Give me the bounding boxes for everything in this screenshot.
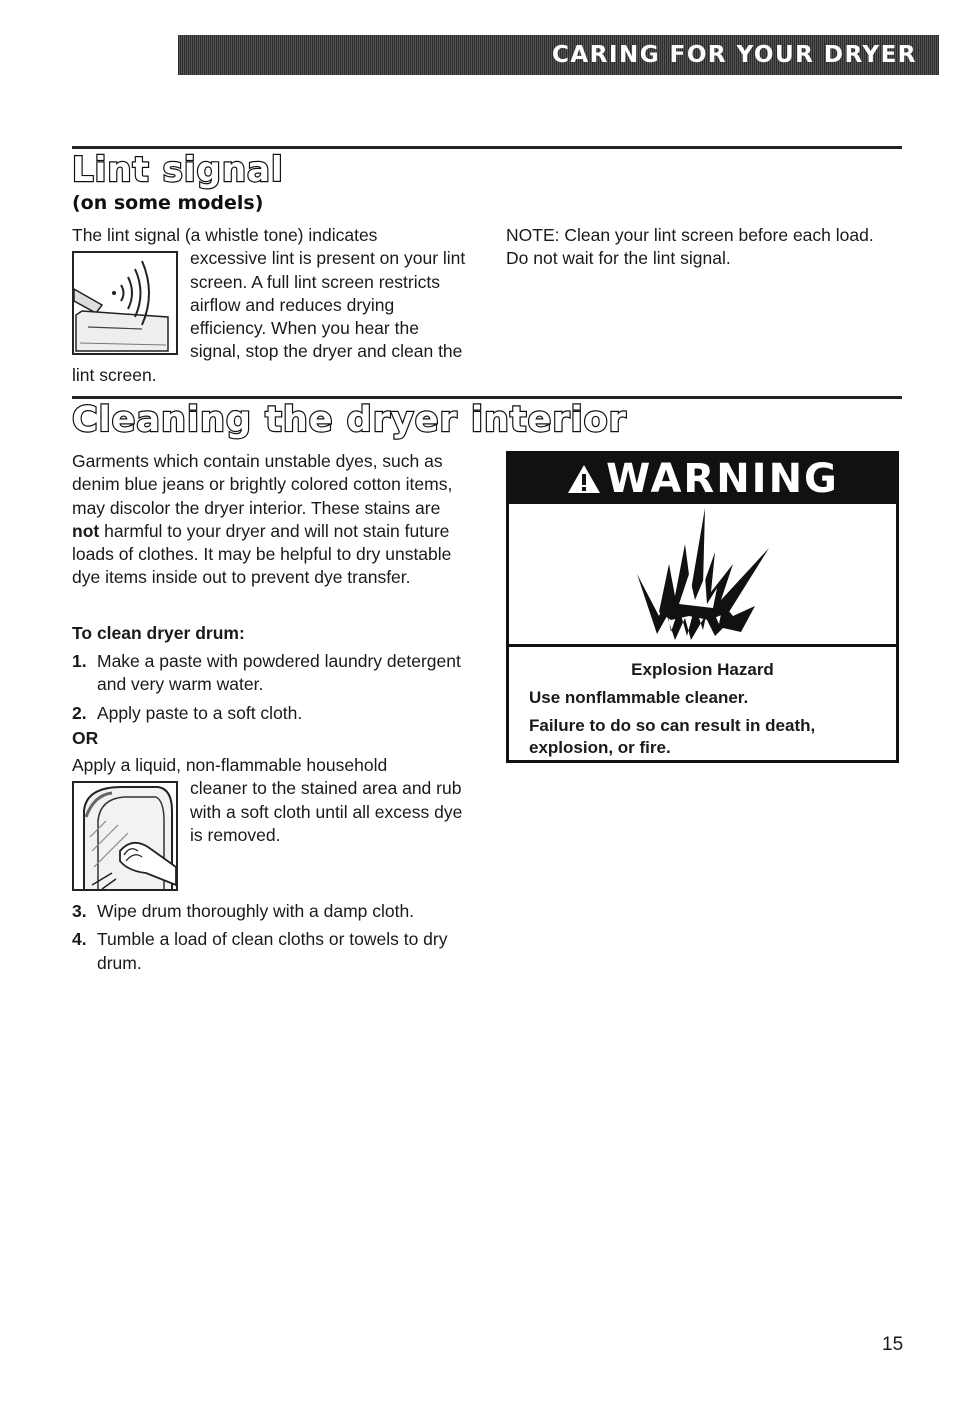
or-label: OR — [72, 728, 99, 748]
explosion-icon — [509, 504, 896, 644]
step-number: 1. — [72, 651, 87, 671]
step-text: Wipe drum thoroughly with a damp cloth. — [97, 901, 415, 921]
step-number: 3. — [72, 901, 87, 921]
section-header-title: CARING FOR YOUR DRYER — [552, 42, 917, 68]
step-number: 2. — [72, 702, 87, 723]
dryer-drum-illustration — [72, 781, 178, 891]
cleaning-steps-b — [72, 900, 472, 980]
lint-signal-body: excessive lint is present on your lint screen. A full lint screen restricts airflow and reduces drying efficiency. When you hear the signal, stop the dryer and clean the lint screen. — [72, 248, 466, 385]
alternative-body: cleaner to the stained area and rub with a soft cloth until all excess dye is removed. — [190, 778, 463, 845]
warning-label: WARNING — [606, 456, 839, 502]
alternative-intro: Apply a liquid, non-flammable household — [72, 755, 388, 775]
cleaning-intro-emphasis: not — [72, 520, 100, 541]
lint-signal-illustration — [72, 251, 178, 355]
explosion-artwork — [509, 504, 896, 647]
note-label: NOTE: — [506, 225, 560, 245]
warning-hazard: Explosion Hazard — [631, 660, 774, 679]
steps-heading: To clean dryer drum: — [72, 623, 245, 643]
step-text: Make a paste with powdered laundry detergent and very warm water. — [97, 651, 461, 695]
list-item — [72, 702, 472, 725]
lint-signal-intro: The lint signal (a whistle tone) indicates — [72, 225, 378, 245]
cleaning-intro — [72, 450, 472, 590]
warning-consequence: Failure to do so can result in death, explosion, or fire. — [529, 716, 816, 757]
cleaning-heading: Cleaning the dryer interior — [72, 400, 627, 440]
cleaning-steps-a — [72, 650, 472, 730]
alternative-method — [72, 754, 472, 891]
step-text: Apply paste to a soft cloth. — [97, 702, 303, 723]
list-item — [72, 928, 472, 975]
step-number: 4. — [72, 929, 87, 950]
section-divider — [72, 396, 902, 399]
warning-text — [509, 647, 896, 759]
warning-instruction: Use nonflammable cleaner. — [529, 688, 749, 707]
section-divider — [72, 146, 902, 149]
lint-signal-note — [506, 224, 898, 271]
list-item — [72, 650, 472, 697]
page-number: 15 — [882, 1334, 904, 1355]
cleaning-intro-text-2: harmful to your dryer and will not stain future loads of clothes. It may be helpful to dry unstable dye items inside out to prevent dye transfer. — [72, 520, 452, 588]
note-text: Clean your lint screen before each load. Do not wait for the lint signal. — [506, 225, 874, 269]
list-item — [72, 900, 472, 923]
step-text: Tumble a load of clean cloths or towels to dry drum. — [97, 929, 448, 973]
cleaning-intro-text: Garments which contain unstable dyes, such as denim blue jeans or brightly colored cotton items, may discolor the dryer interior. These stains are — [72, 451, 453, 518]
lint-signal-heading: Lint signal — [72, 150, 284, 190]
section-header-bar — [178, 35, 939, 75]
lint-signal-subheading: (on some models) — [72, 192, 264, 214]
warning-banner — [509, 454, 896, 504]
warning-box — [506, 451, 899, 763]
warning-triangle-icon — [566, 463, 602, 495]
lint-signal-description — [72, 224, 472, 387]
